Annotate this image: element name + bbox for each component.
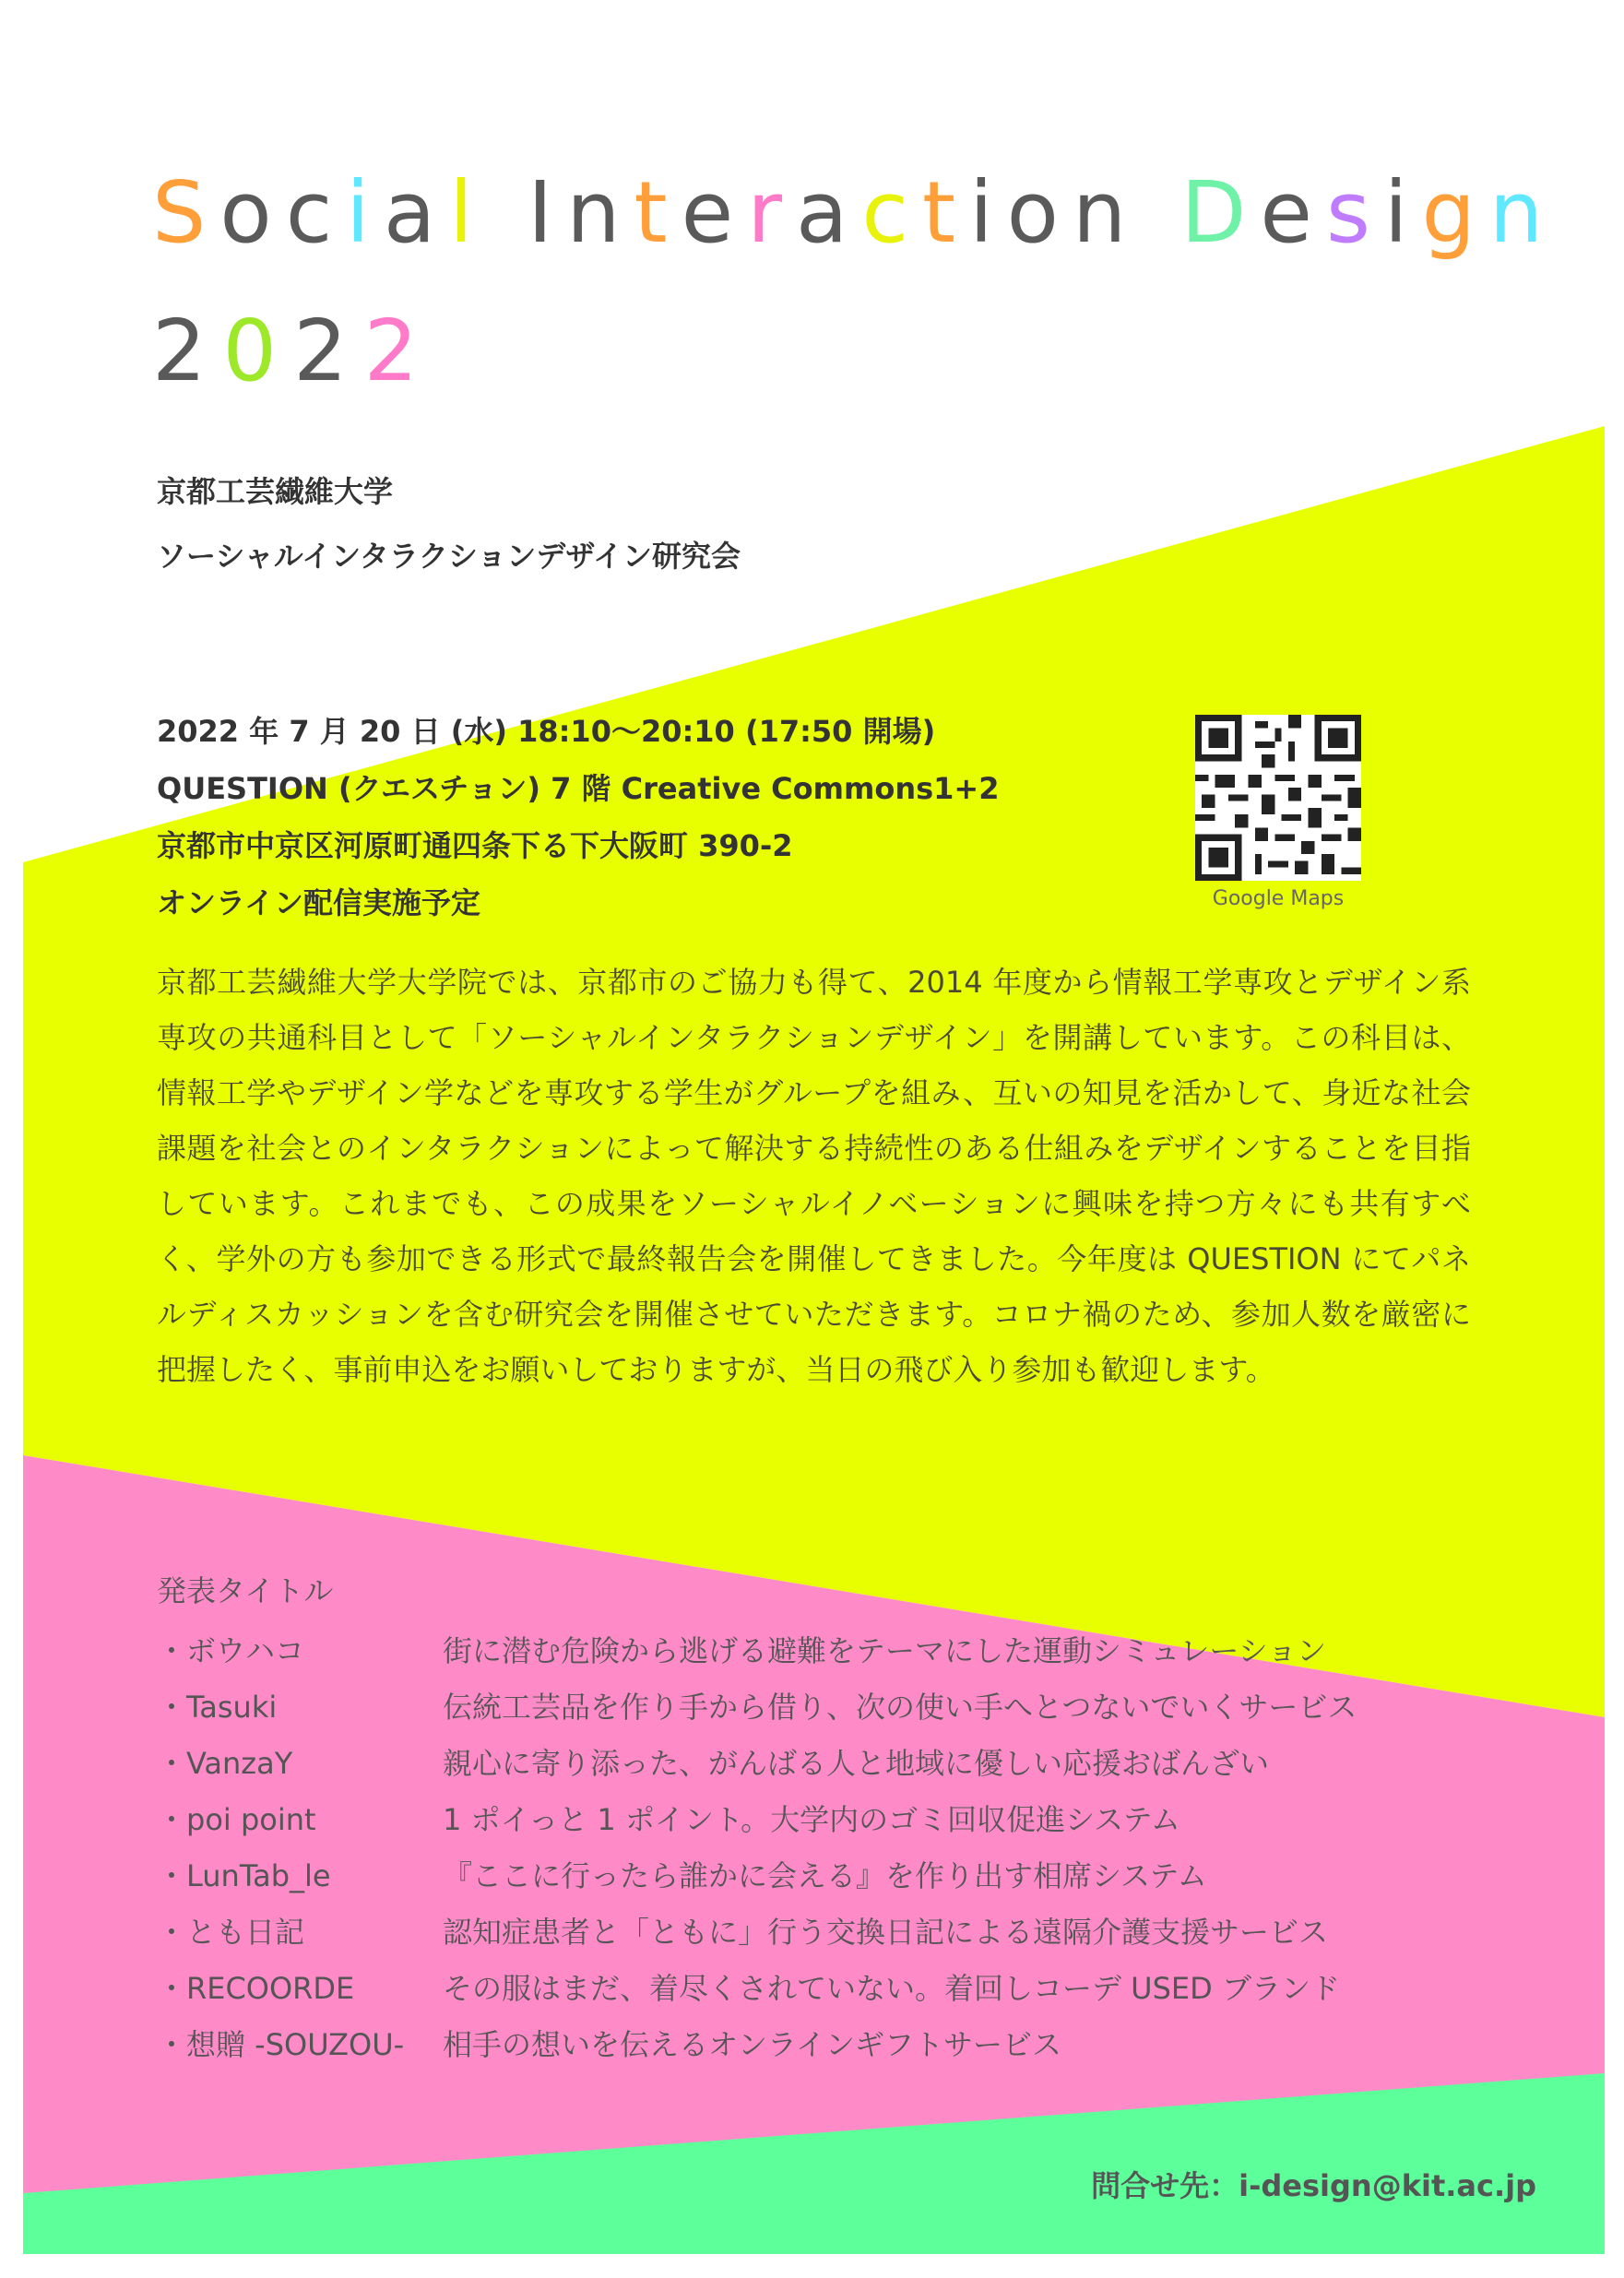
presentation-row (157, 2022, 1466, 2078)
presentation-description: 伝統工芸品を作り手から借り、次の使い手へとつないでいくサービス (443, 1690, 1357, 1725)
presentation-name: ・Tasuki (157, 1690, 278, 1725)
title-letter: 0 (222, 302, 294, 400)
title-letter: 2 (363, 302, 435, 400)
title-letter: e (1260, 163, 1326, 262)
organizer-group: ソーシャルインタラクションデザイン研究会 (157, 539, 741, 574)
presentation-row (157, 1740, 1466, 1797)
title-letter: r (747, 163, 797, 262)
qr-code-label: Google Maps (1212, 887, 1345, 910)
event-online-note: オンライン配信実施予定 (157, 885, 481, 920)
presentation-row (157, 1853, 1466, 1909)
contact-email[interactable]: 問合せ先：i-design@kit.ac.jp (1091, 2168, 1536, 2203)
presentation-row (157, 1684, 1466, 1740)
presentation-name: ・とも日記 (157, 1915, 305, 1950)
title-letter: I (528, 163, 567, 262)
title-letter: g (1421, 163, 1489, 262)
organizer-university: 京都工芸繊維大学 (157, 474, 394, 509)
title-letter: 2 (152, 302, 223, 400)
title-letter: t (922, 163, 970, 262)
title-letter: c (861, 163, 923, 262)
qr-code-icon[interactable] (1195, 715, 1361, 881)
title-letter: o (1006, 163, 1073, 262)
presentation-row (157, 1797, 1466, 1853)
title-letter (1140, 163, 1180, 262)
title-letter: l (449, 163, 487, 262)
presentation-description: 『ここに行ったら誰かに会える』を作り出す相席システム (443, 1858, 1207, 1893)
presentation-description: 認知症患者と「ともに」行う交換日記による遠隔介護支援サービス (443, 1915, 1329, 1950)
presentation-description: 1 ポイっと 1 ポイント。大学内のゴミ回収促進システム (443, 1802, 1180, 1837)
event-description: 京都工芸繊維大学大学院では、京都市のご協力も得て、2014 年度から情報工学専攻とデザイン系専攻の共通科目として「ソーシャルインタラクションデザイン」を開講しています。この科目は、情報工学やデザイン学などを専攻する学生がグループを組み、互いの知見を活かして、身近な社会課題を社会とのインタラクションによって解決する持続性のある仕組みをデザインすることを目指しています。これまでも、この成果をソーシャルイノベーションに興味を持つ方々にも共有すべく、学外の方も参加できる形式で最終報告会を開催してきました。今年度は QUESTION にてパネルディスカッションを含む研究会を開催させていただきます。コロナ禍のため、参加人数を厳密に把握したく、事前申込をお願いしておりますが、当日の飛び入り参加も歓迎します。 (157, 965, 1471, 1387)
presentation-description: その服はまだ、着尽くされていない。着回しコーデ USED ブランド (443, 1971, 1340, 2006)
title-letter: o (219, 163, 286, 262)
presentations-list (157, 1628, 1466, 2078)
presentation-name: ・ボウハコ (157, 1633, 305, 1668)
title-letter: t (634, 163, 682, 262)
event-venue: QUESTION (クエスチョン) 7 階 Creative Commons1+2 (157, 771, 1000, 806)
presentation-description: 街に潜む危険から逃げる避難をテーマにした運動シミュレーション (443, 1633, 1327, 1668)
title-letter: i (346, 163, 384, 262)
title-letter: n (1488, 163, 1558, 262)
title-letter (487, 163, 528, 262)
presentation-description: 相手の想いを伝えるオンラインギフトサービス (443, 2027, 1062, 2062)
presentation-description: 親心に寄り添った、がんばる人と地域に優しい応援おばんざい (443, 1746, 1270, 1781)
presentation-name: ・RECOORDE (157, 1971, 355, 2006)
event-address: 京都市中京区河原町通四条下る下大阪町 390-2 (157, 828, 793, 863)
title-social-interaction-design (152, 163, 1558, 262)
presentations-heading: 発表タイトル (157, 1573, 334, 1608)
title-letter: n (566, 163, 634, 262)
title-letter: a (796, 163, 862, 262)
presentation-row (157, 1909, 1466, 1965)
title-letter: s (1325, 163, 1384, 262)
presentation-name: ・poi point (157, 1802, 316, 1837)
presentation-row (157, 1628, 1466, 1684)
title-letter: i (1383, 163, 1422, 262)
presentation-name: ・LunTab_le (157, 1858, 331, 1893)
title-letter: c (285, 163, 347, 262)
title-letter: S (152, 163, 220, 262)
title-letter: e (681, 163, 748, 262)
presentation-name: ・想贈 -SOUZOU- (157, 2027, 405, 2062)
title-letter: 2 (293, 302, 364, 400)
title-year (152, 302, 435, 400)
title-letter: i (969, 163, 1007, 262)
title-letter: a (383, 163, 450, 262)
event-date: 2022 年 7 月 20 日 (水) 18:10～20:10 (17:50 開場) (157, 714, 936, 749)
presentation-name: ・VanzaY (157, 1746, 293, 1781)
title-letter: D (1180, 163, 1261, 262)
title-letter: n (1072, 163, 1141, 262)
presentation-row (157, 1965, 1466, 2022)
